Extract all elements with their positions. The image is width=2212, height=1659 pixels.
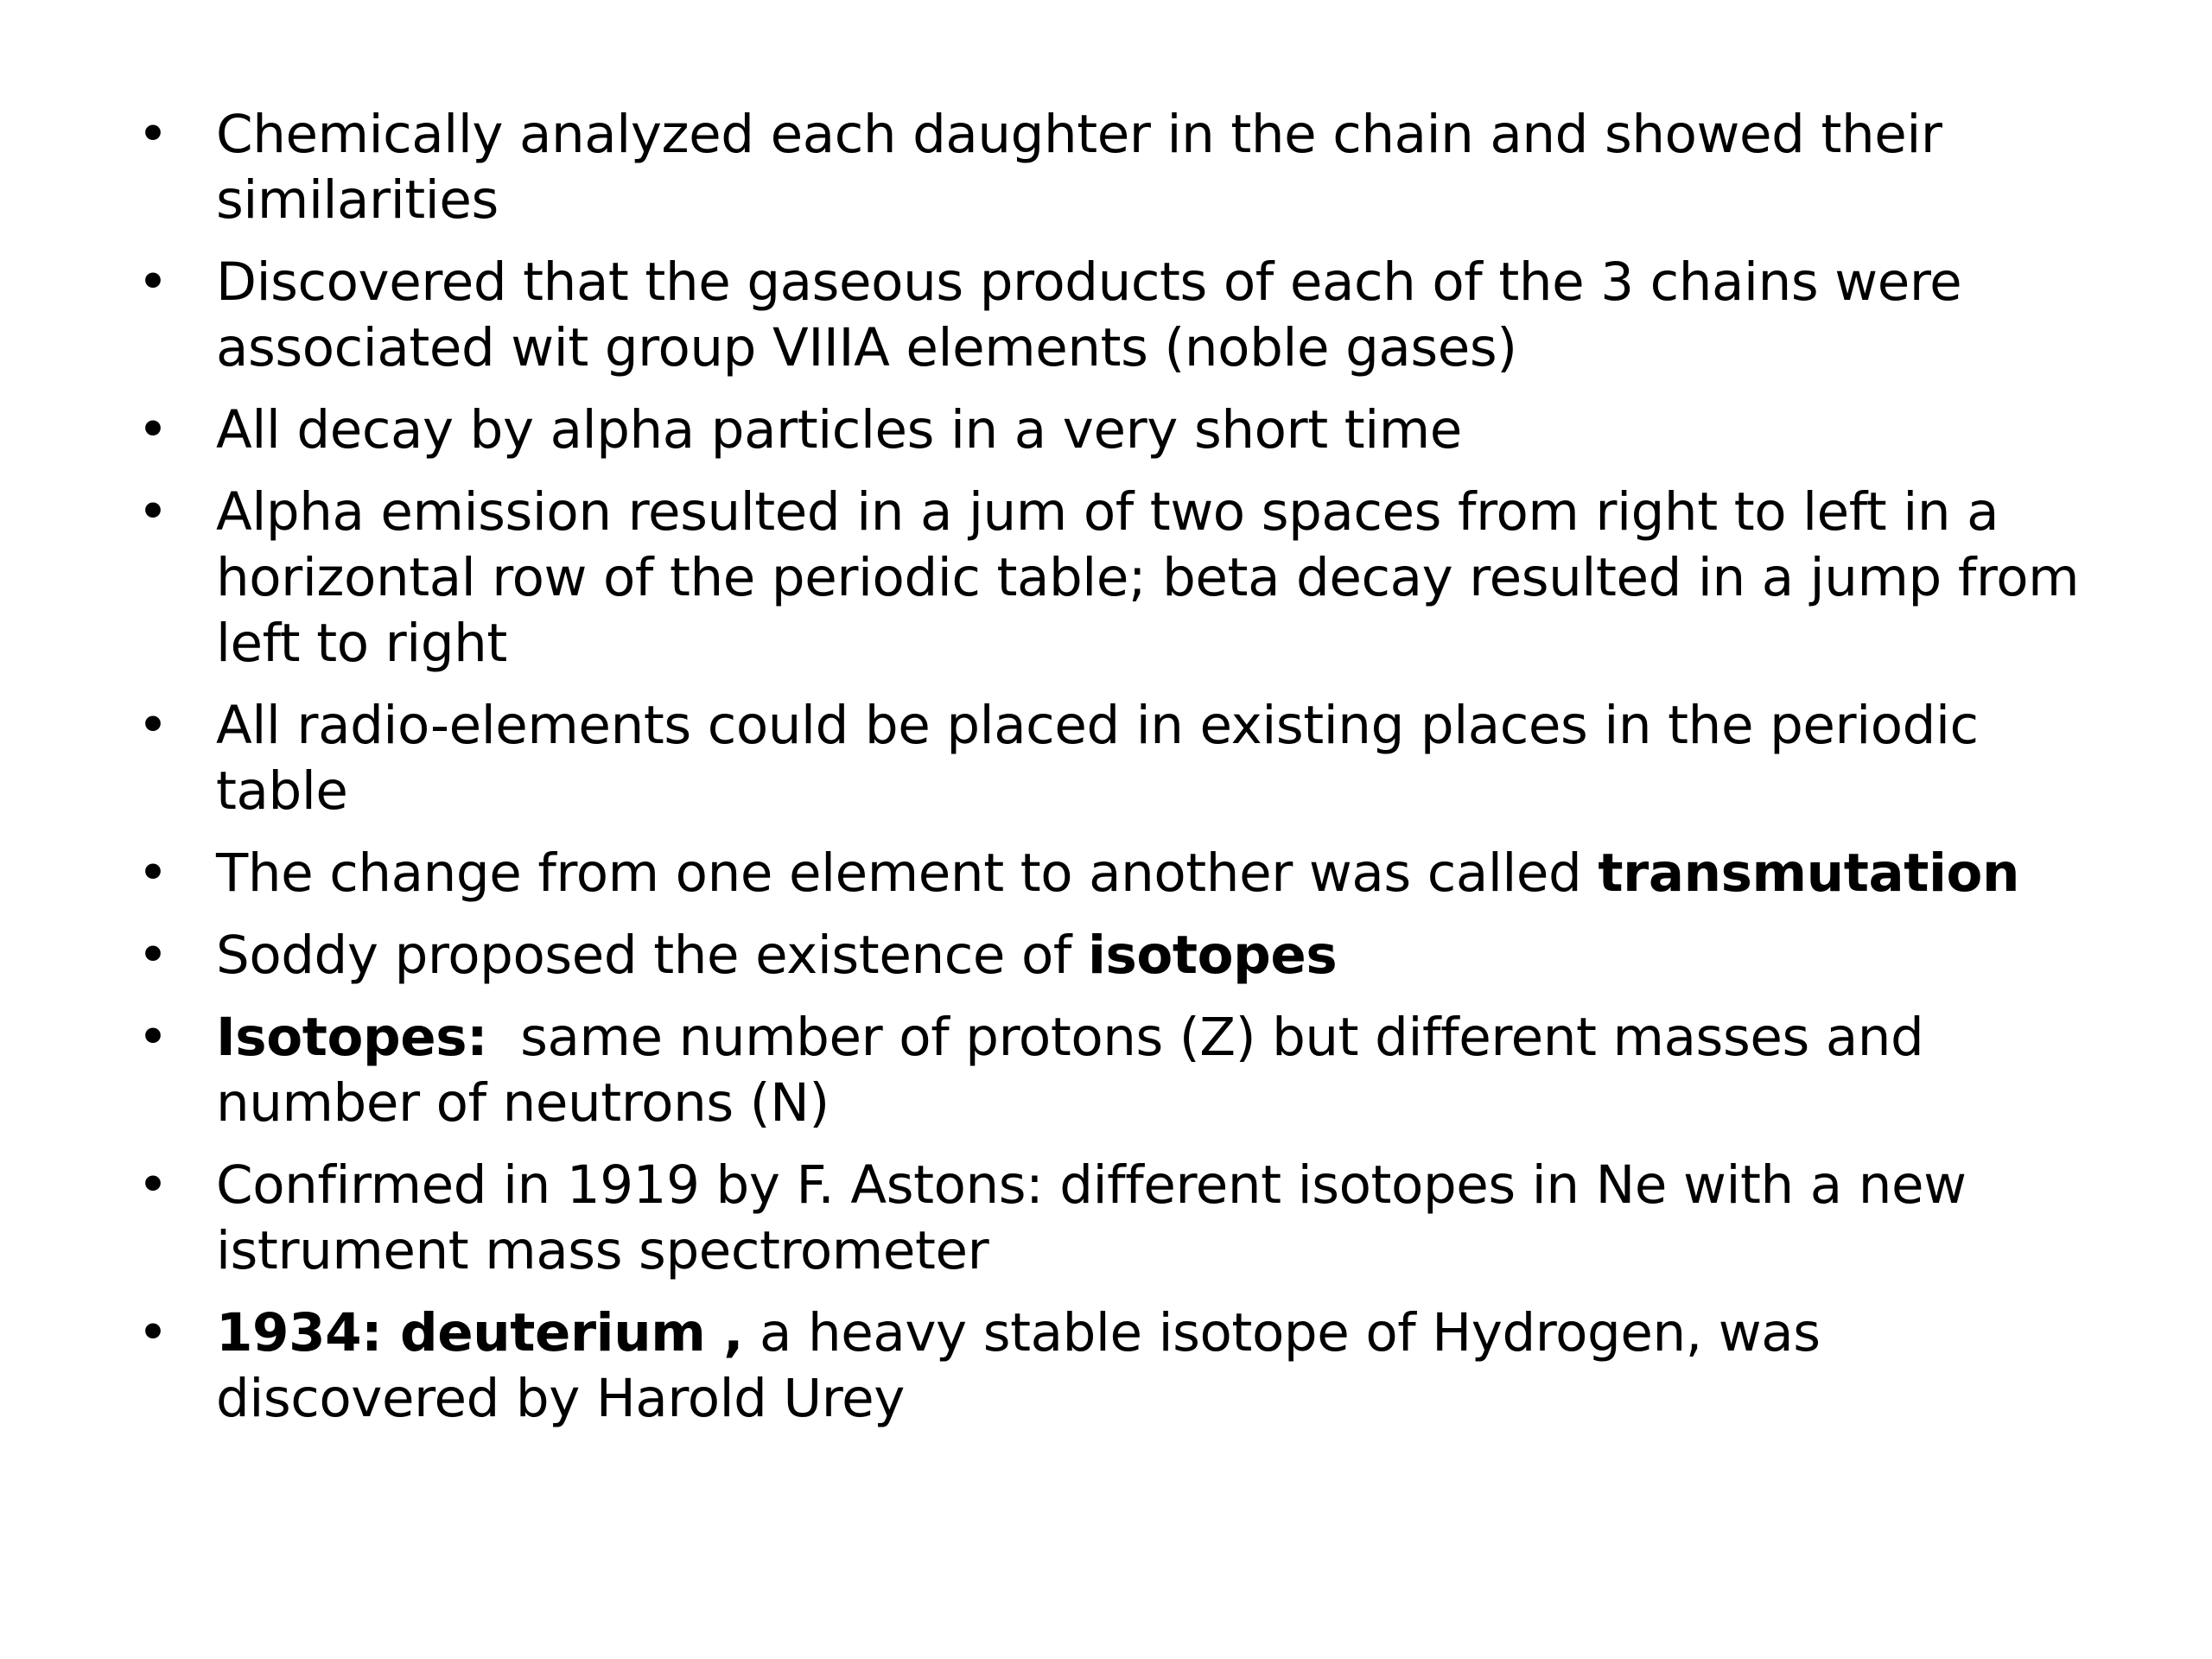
item-text: Confirmed in 1919 by F. Astons: different isotopes in Ne with a new istrument mass spectrometer — [216, 1154, 1967, 1281]
item-text: All decay by alpha particles in a very short time — [216, 399, 1462, 461]
bullet-icon: • — [137, 399, 168, 461]
bullet-icon: • — [137, 1302, 168, 1363]
item-text: a heavy stable isotope of Hydrogen, was discovered by Harold Urey — [216, 1302, 1837, 1429]
bullet-icon: • — [137, 842, 168, 904]
item-bold-text: Isotopes: — [216, 1007, 488, 1068]
item-text: same number of protons (Z) but different masses and number of neutrons (N) — [216, 1007, 1941, 1134]
item-text: Alpha emission resulted in a jum of two spaces from right to left in a horizontal row of the periodic table; beta decay resulted in a jump from left to right — [216, 481, 2080, 674]
list-item — [130, 480, 2117, 677]
list-item — [130, 102, 2117, 233]
list-item — [130, 923, 2117, 988]
bullet-icon: • — [137, 251, 168, 313]
item-text: Discovered that the gaseous products of each of the 3 chains were associated wit group VIIIA elements (noble gases) — [216, 251, 1962, 378]
list-item — [130, 841, 2117, 906]
bullet-icon: • — [137, 1007, 168, 1068]
item-text: All radio-elements could be placed in existing places in the periodic table — [216, 695, 1979, 822]
list-item — [130, 397, 2117, 463]
bullet-icon: • — [137, 481, 168, 543]
item-bold-text: transmutation — [1598, 842, 2020, 904]
item-text: Soddy proposed the existence of — [216, 925, 1088, 986]
list-item — [130, 693, 2117, 824]
item-bold-text: 1934: deuterium , — [216, 1302, 743, 1363]
bullet-icon: • — [137, 1154, 168, 1216]
list-item — [130, 1153, 2117, 1284]
bullet-list — [130, 102, 2117, 1448]
list-item — [130, 250, 2117, 381]
bullet-icon: • — [137, 104, 168, 165]
item-bold-text: isotopes — [1087, 925, 1338, 986]
item-text: Chemically analyzed each daughter in the chain and showed their similarities — [216, 104, 1942, 231]
bullet-icon: • — [137, 925, 168, 986]
list-item — [130, 1300, 2117, 1432]
list-item — [130, 1005, 2117, 1136]
item-text: The change from one element to another was called — [216, 842, 1599, 904]
bullet-icon: • — [137, 695, 168, 756]
